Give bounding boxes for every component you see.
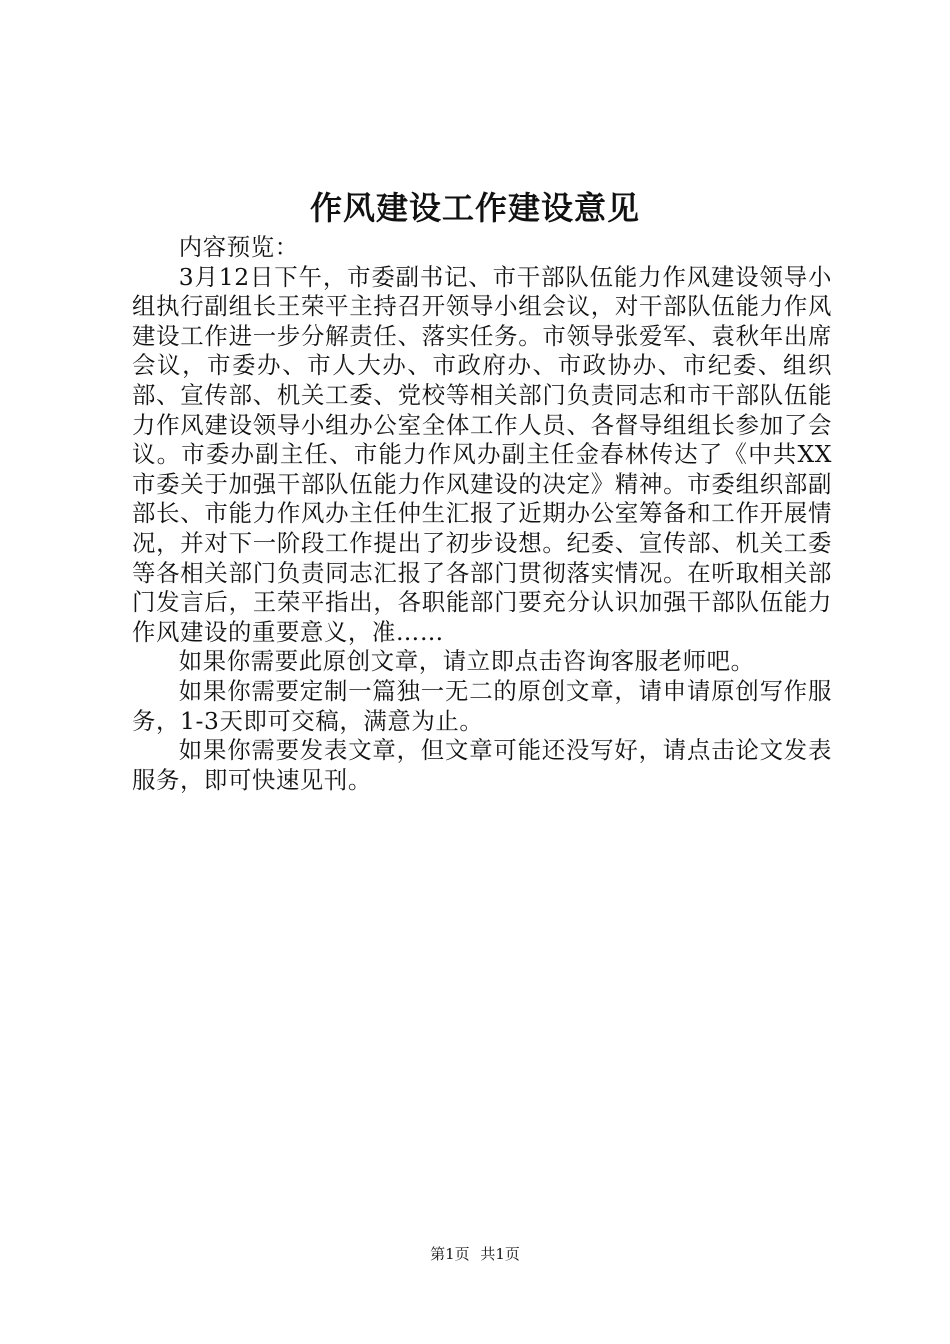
promo-paragraph-custom-writing: 如果你需要定制一篇独一无二的原创文章，请申请原创写作服务，1-3天即可交稿，满意为止。 bbox=[132, 676, 832, 735]
preview-label: 内容预览： bbox=[178, 233, 299, 261]
document-title: 作风建设工作建设意见 bbox=[309, 189, 640, 227]
page-footer bbox=[0, 1243, 950, 1265]
promo-paragraph-publishing: 如果你需要发表文章，但文章可能还没写好，请点击论文发表服务，即可快速见刊。 bbox=[132, 736, 832, 794]
promo-paragraph-consult: 如果你需要此原创文章，请立即点击咨询客服老师吧。 bbox=[178, 647, 755, 676]
page-number-current: 第1页 bbox=[430, 1245, 470, 1263]
body-paragraph: 3月12日下午，市委副书记、市干部队伍能力作风建设领导小组执行副组长王荣平主持召开领导小组会议，对干部队伍能力作风建设工作进一步分解责任、落实任务。市领导张爱军、袁秋年出席会议，市委办、市人大办、市政府办、市政协办、市纪委、组织部、宣传部、机关工委、党校等相关部门负责同志和市干部队伍能力作风建设领导小组办公室全体工作人员、各督导组组长参加了会议。市委办副主任、市能力作风办副主任金春林传达了《中共XX市委关于加强干部队伍能力作风建设的决定》精神。市委组织部副部长、市能力作风办主任仲生汇报了近期办公室筹备和工作开展情况，并对下一阶段工作提出了初步设想。纪委、宣传部、机关工委等各相关部门负责同志汇报了各部门贯彻落实情况。在听取相关部门发言后，王荣平指出，各职能部门要充分认识加强干部队伍能力作风建设的重要意义，准…… bbox=[132, 262, 832, 646]
page-number-total: 共1页 bbox=[480, 1245, 520, 1263]
document-content bbox=[132, 233, 832, 795]
